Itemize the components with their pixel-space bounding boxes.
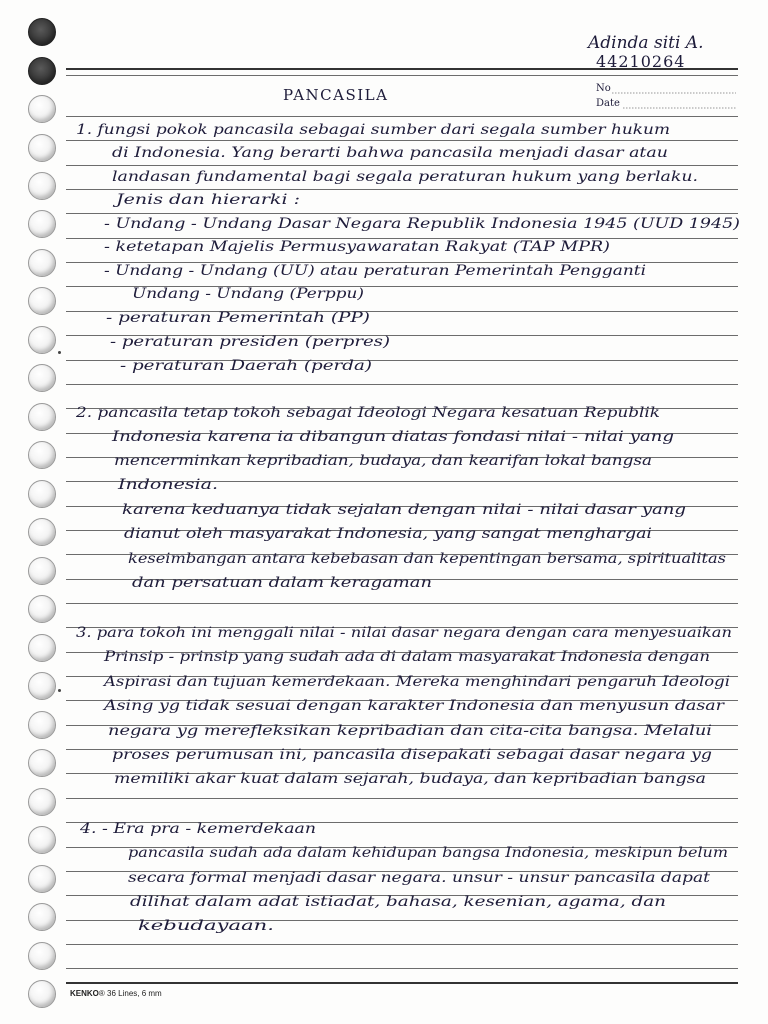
line-7: - Undang - Undang (UU) atau peraturan Pemerintah Pengganti xyxy=(104,263,646,279)
line-27: proses perumusan ini, pancasila disepakati sebagai dasar negara yg xyxy=(112,747,713,763)
line-17: karena keduanya tidak sejalan dengan nilai - nilai dasar yang xyxy=(122,502,687,518)
student-id: 44210264 xyxy=(596,52,686,71)
line-32: secara formal menjadi dasar negara. unsur - unsur pancasila dapat xyxy=(128,870,711,886)
line-31: pancasila sudah ada dalam kehidupan bangsa Indonesia, meskipun belum xyxy=(128,845,728,861)
line-33: dilihat dalam adat istiadat, bahasa, kesenian, agama, dan xyxy=(130,894,666,910)
line-9: - peraturan Pemerintah (PP) xyxy=(106,310,370,326)
line-13: 2. pancasila tetap tokoh sebagai Ideologi Negara kesatuan Republik xyxy=(74,405,660,421)
line-34: kebudayaan. xyxy=(138,918,274,934)
line-4: Jenis dan hierarki : xyxy=(111,192,300,208)
line-23: Prinsip - prinsip yang sudah ada di dalam masyarakat Indonesia dengan xyxy=(102,649,711,665)
page-title: PANCASILA xyxy=(283,86,389,104)
line-16: Indonesia. xyxy=(116,477,218,493)
line-8: Undang - Undang (Perppu) xyxy=(132,286,364,302)
registered-mark: ® xyxy=(98,989,105,998)
student-name: Adinda siti A. xyxy=(588,33,704,53)
line-10: - peraturan presiden (perpres) xyxy=(110,334,390,350)
line-22: 3. para tokoh ini menggali nilai - nilai dasar negara dengan cara menyesuaikan xyxy=(76,625,732,641)
brand-name: KENKO xyxy=(70,989,99,998)
line-30: 4. - Era pra - kemerdekaan xyxy=(78,821,316,837)
paper-spec: 36 Lines, 6 mm xyxy=(107,989,162,998)
line-5: - Undang - Undang Dasar Negara Republik Indonesia 1945 (UUD 1945) xyxy=(104,216,740,232)
notebook-brand-footer xyxy=(70,989,162,998)
line-14: Indonesia karena ia dibangun diatas fondasi nilai - nilai yang xyxy=(110,429,675,445)
line-25: Asing yg tidak sesuai dengan karakter Indonesia dan menyusun dasar xyxy=(101,698,726,714)
line-6: - ketetapan Majelis Permusyawaratan Rakyat (TAP MPR) xyxy=(104,239,610,255)
line-24: Aspirasi dan tujuan kemerdekaan. Mereka menghindari pengaruh Ideologi xyxy=(101,674,731,690)
line-2: di Indonesia. Yang berarti bahwa pancasila menjadi dasar atau xyxy=(112,145,668,161)
line-15: mencerminkan kepribadian, budaya, dan kearifan lokal bangsa xyxy=(114,453,652,469)
line-26: negara yg merefleksikan kepribadian dan cita-cita bangsa. Melalui xyxy=(108,723,712,739)
line-18: dianut oleh masyarakat Indonesia, yang sangat menghargai xyxy=(124,526,652,542)
no-label: No xyxy=(596,83,611,94)
line-20: dan persatuan dalam keragaman xyxy=(132,575,432,591)
line-3: landasan fundamental bagi segala peraturan hukum yang berlaku. xyxy=(112,169,698,185)
line-28: memiliki akar kuat dalam sejarah, budaya, dan kepribadian bangsa xyxy=(114,771,706,787)
line-19: keseimbangan antara kebebasan dan kepentingan bersama, spiritualitas xyxy=(128,551,726,567)
line-1: 1. fungsi pokok pancasila sebagai sumber dari segala sumber hukum xyxy=(76,122,670,138)
line-11: - peraturan Daerah (perda) xyxy=(120,358,372,374)
date-label: Date xyxy=(596,98,620,109)
